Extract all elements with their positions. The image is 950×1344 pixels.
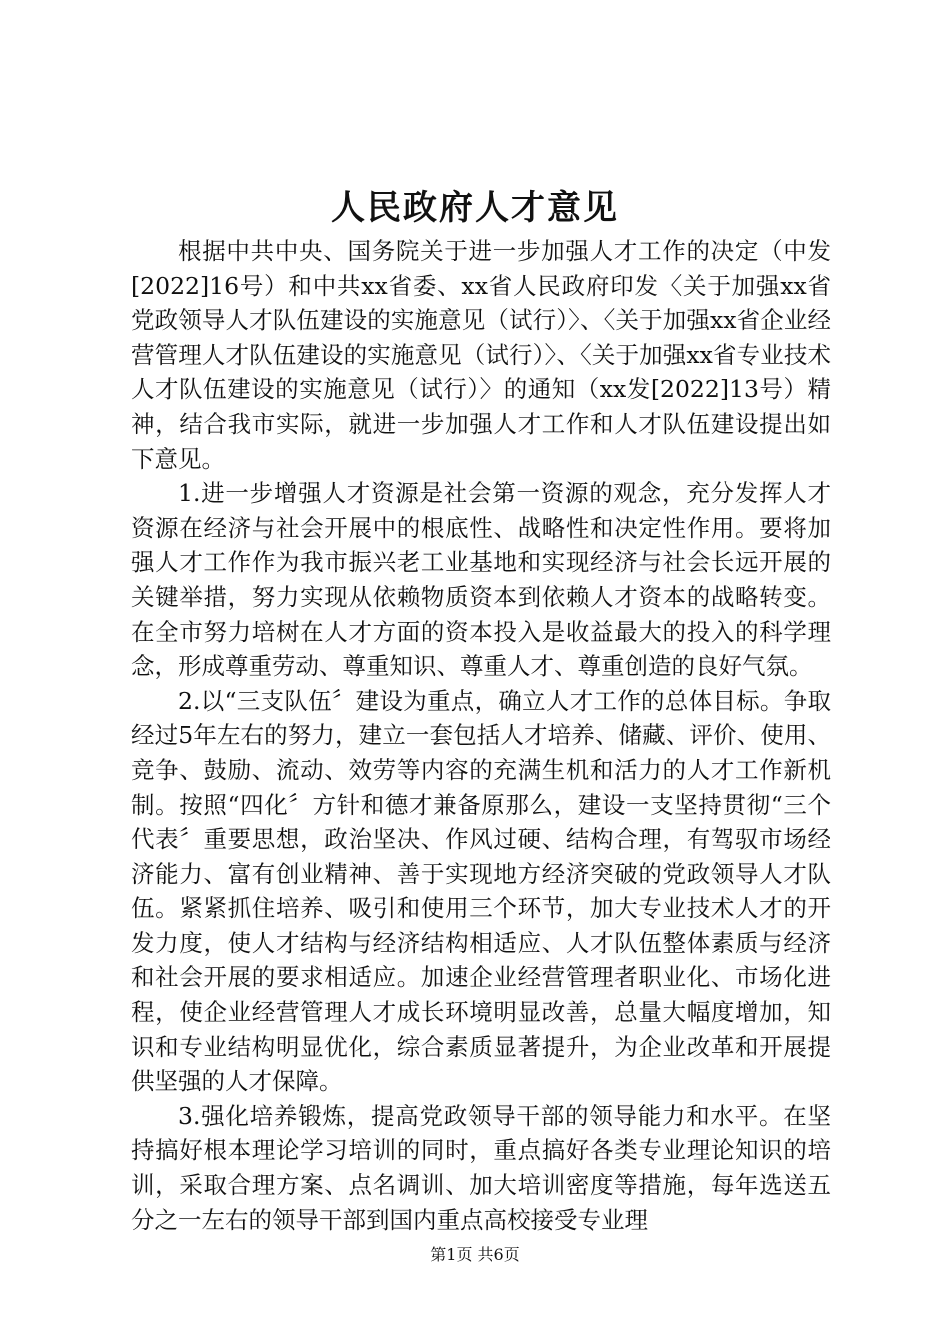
page-title: 人民政府人才意见 (331, 188, 619, 228)
paragraph-point-3: 3.强化培养锻炼，提高党政领导干部的领导能力和水平。在坚持搞好根本理论学习培训的同时，重点搞好各类专业理论知识的培训，采取合理方案、点名调训、加大培训密度等措施，每年选送五分之一左右的领导干部到国内重点高校接受专业理 (131, 1101, 831, 1234)
paragraph-point-2: 2.以“三支队伍〞建设为重点，确立人才工作的总体目标。争取经过5年左右的努力，建立一套包括人才培养、储藏、评价、使用、竞争、鼓励、流动、效劳等内容的充满生机和活力的人才工作新机制。按照“四化〞方针和德才兼备原那么，建设一支坚持贯彻“三个代表〞重要思想，政治坚决、作风过硬、结构合理，有驾驭市场经济能力、富有创业精神、善于实现地方经济突破的党政领导人才队伍。紧紧抓住培养、吸引和使用三个环节，加大专业技术人才的开发力度，使人才结构与经济结构相适应、人才队伍整体素质与经济和社会开展的要求相适应。加速企业经营管理者职业化、市场化进程，使企业经营管理人才成长环境明显改善，总量大幅度增加，知识和专业结构明显优化，综合素质显著提升，为企业改革和开展提供坚强的人才保障。 (131, 686, 831, 1096)
paragraph-point-1: 1.进一步增强人才资源是社会第一资源的观念，充分发挥人才资源在经济与社会开展中的根底性、战略性和决定性作用。要将加强人才工作作为我市振兴老工业基地和实现经济与社会长远开展的关键举措，努力实现从依赖物质资本到依赖人才资本的战略转变。在全市努力培树在人才方面的资本投入是收益最大的投入的科学理念，形成尊重劳动、尊重知识、尊重人才、尊重创造的良好气氛。 (131, 479, 831, 681)
document-body (131, 234, 831, 1237)
paragraph-intro: 根据中共中央、国务院关于进一步加强人才工作的决定（中发[2022]16号）和中共xx省委、xx省人民政府印发〈关于加强xx省党政领导人才队伍建设的实施意见（试行）〉、〈关于加强xx省企业经营管理人才队伍建设的实施意见（试行）〉、〈关于加强xx省专业技术人才队伍建设的实施意见（试行）〉的通知（xx发[2022]13号）精神，结合我市实际，就进一步加强人才工作和人才队伍建设提出如下意见。 (131, 237, 831, 473)
page-footer: 第1页 共6页 (430, 1245, 520, 1264)
